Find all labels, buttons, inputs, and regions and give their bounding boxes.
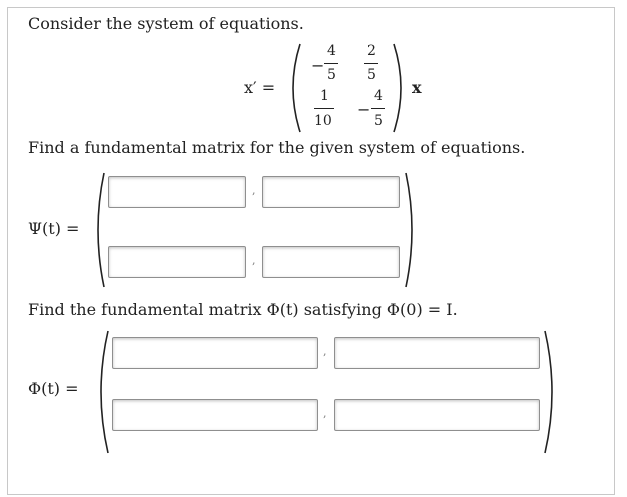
psi-input-r1c1[interactable]: [108, 176, 246, 208]
fraction-bar: [364, 63, 378, 64]
matrix-entry-numerator: 2: [367, 43, 376, 59]
matrix-entry-denominator: 5: [327, 67, 336, 83]
phi-input-r2c1[interactable]: [112, 399, 318, 431]
matrix-entry-numerator: 1: [320, 88, 329, 104]
lhs-label: x′ =: [244, 78, 276, 97]
matrix-entry-numerator: 4: [327, 43, 336, 59]
psi-input-r1c2[interactable]: [262, 176, 400, 208]
phi-input-r2c2[interactable]: [334, 399, 540, 431]
phi-right-paren: [541, 328, 561, 456]
entry-separator: ,: [323, 345, 327, 358]
entry-separator: ,: [252, 254, 256, 267]
system-matrix-left-paren: [284, 42, 304, 134]
phi-label: Φ(t) =: [28, 379, 79, 398]
fraction-bar: [371, 108, 385, 109]
matrix-entry-denominator: 5: [367, 67, 376, 83]
fraction-bar: [314, 108, 334, 109]
phi-input-r1c2[interactable]: [334, 337, 540, 369]
entry-separator: ,: [252, 184, 256, 197]
matrix-entry-sign: −: [311, 56, 325, 75]
psi-left-paren: [90, 170, 108, 290]
fraction-bar: [324, 63, 338, 64]
system-matrix-right-paren: [390, 42, 410, 134]
part2-prompt: Find the fundamental matrix Φ(t) satisfying Φ(0) = I.: [28, 300, 458, 319]
psi-label: Ψ(t) =: [28, 219, 80, 238]
matrix-entry-denominator: 10: [314, 113, 332, 129]
part1-prompt: Find a fundamental matrix for the given system of equations.: [28, 138, 526, 157]
psi-input-r2c1[interactable]: [108, 246, 246, 278]
matrix-entry-sign: −: [357, 100, 371, 119]
intro-text: Consider the system of equations.: [28, 14, 304, 33]
matrix-entry-denominator: 5: [374, 113, 383, 129]
rhs-vector-x: x: [412, 78, 422, 97]
phi-input-r1c1[interactable]: [112, 337, 318, 369]
phi-left-paren: [92, 328, 112, 456]
psi-right-paren: [402, 170, 420, 290]
psi-input-r2c2[interactable]: [262, 246, 400, 278]
matrix-entry-numerator: 4: [374, 88, 383, 104]
entry-separator: ,: [323, 407, 327, 420]
